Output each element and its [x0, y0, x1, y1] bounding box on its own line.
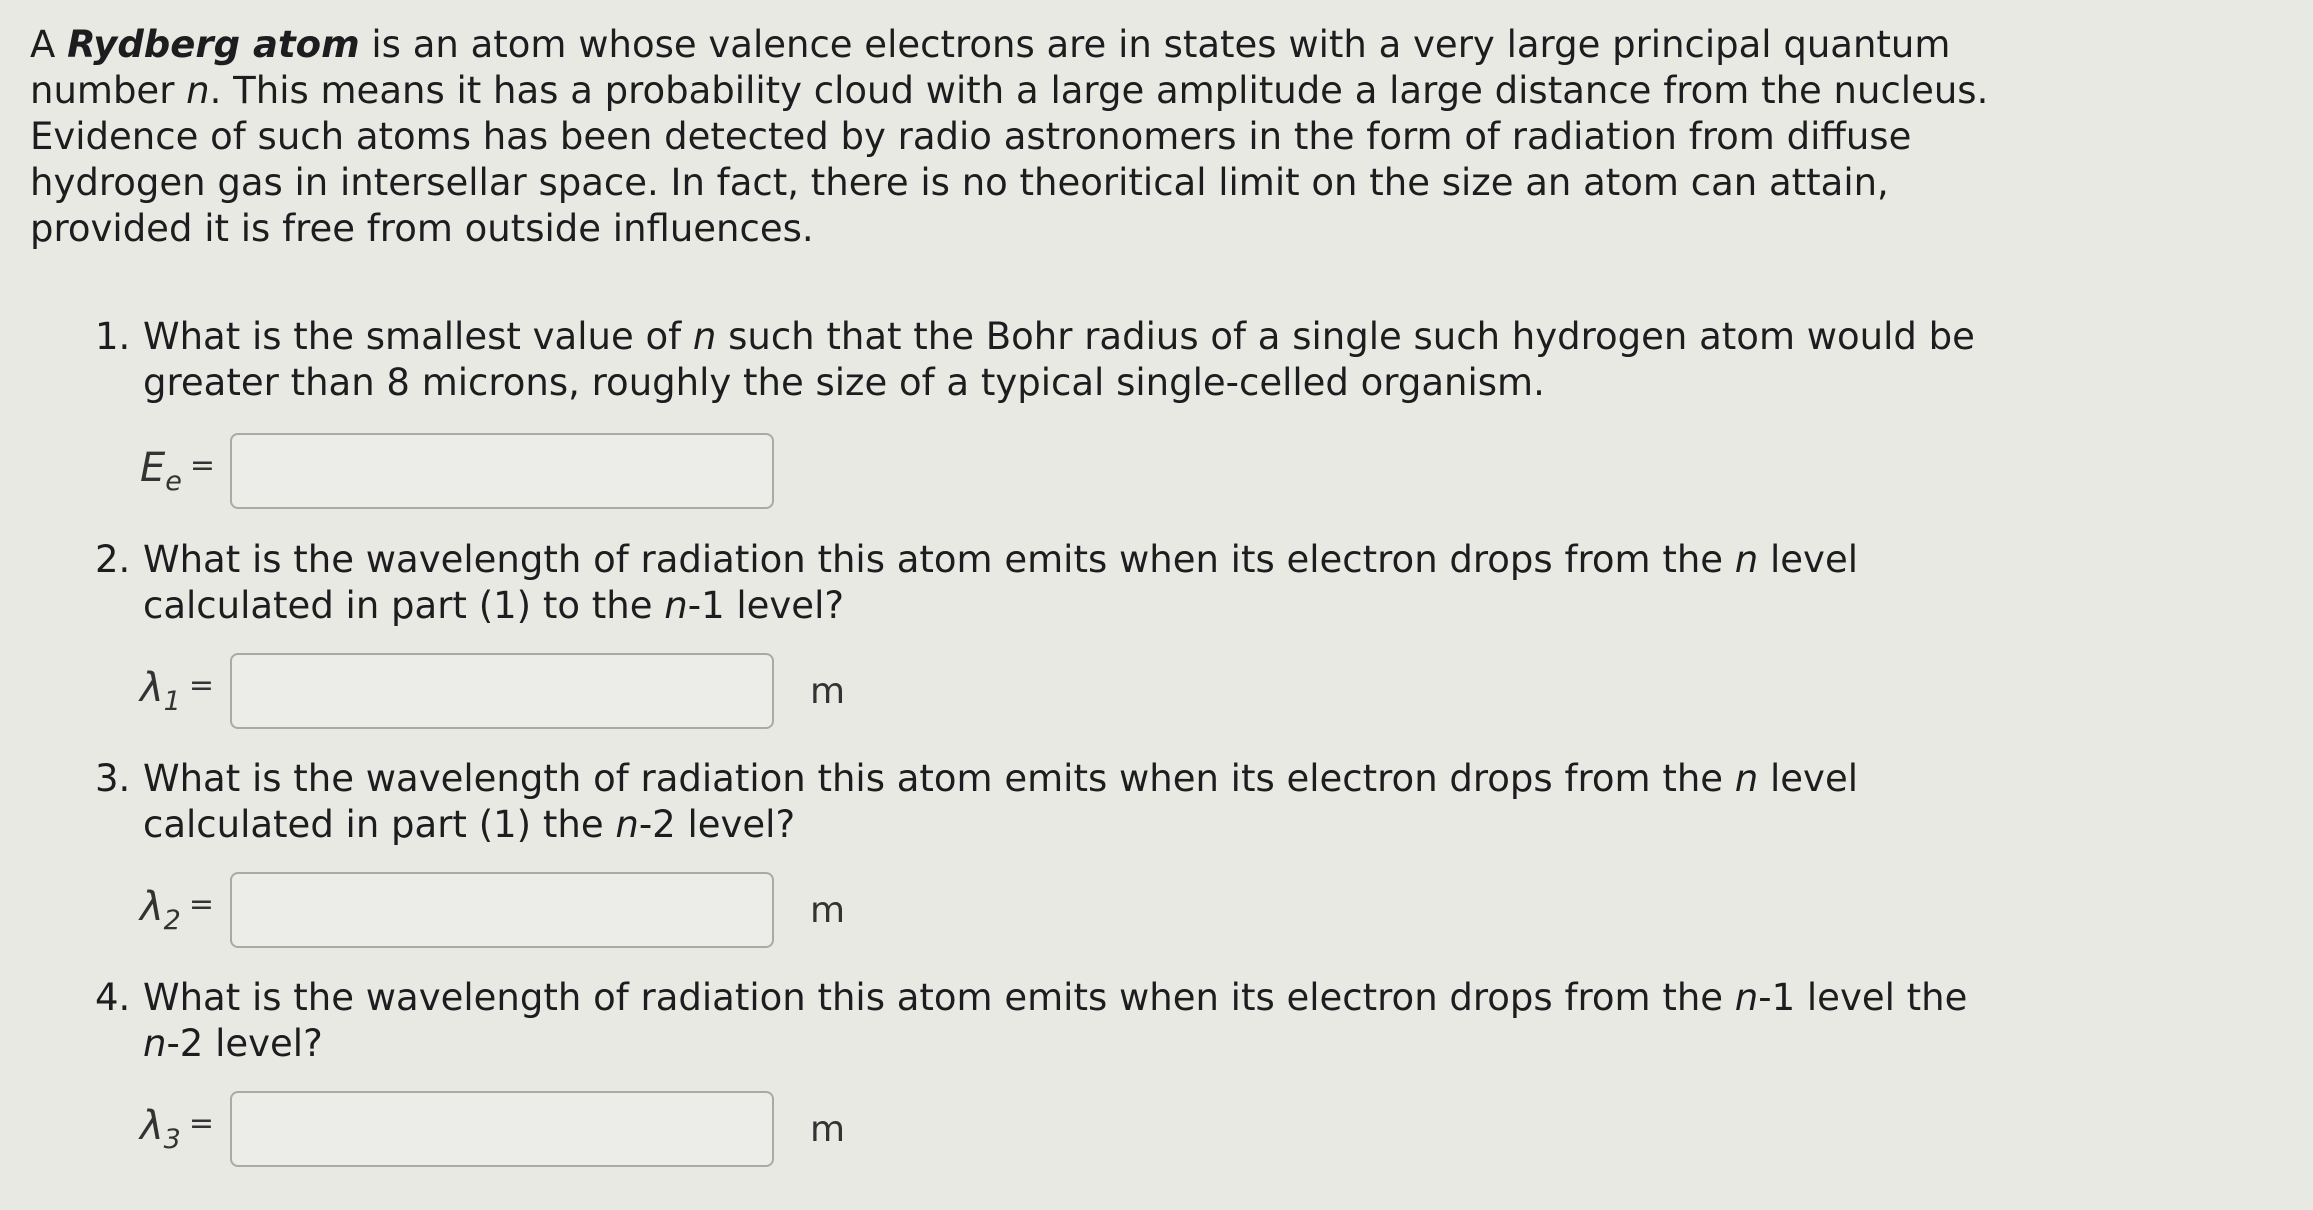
label-subscript: e	[165, 466, 182, 497]
question-text-a: What is the wavelength of radiation this atom emits when its electron drops from the	[143, 976, 1735, 1019]
unit-label: m	[810, 1108, 846, 1150]
question-2	[95, 537, 2005, 629]
label-symbol: λ	[140, 884, 164, 930]
answer-row-4	[140, 1088, 845, 1170]
label-symbol: λ	[140, 665, 164, 711]
question-text-b: -1 level the	[1758, 976, 1968, 1019]
question-text-b: such that the Bohr radius of a single such hydrogen atom would be greater than 8 microns, roughly the size of a typical single-celled organism.	[143, 315, 1975, 404]
intro-var-n: n	[186, 69, 210, 112]
label-subscript: 2	[163, 905, 181, 936]
question-var-n2: n	[615, 803, 639, 846]
question-text	[95, 314, 2005, 406]
intro-part1: is an atom whose valence electrons are in states with a very large principal quantum number	[30, 23, 1951, 112]
question-var-n2: n	[664, 584, 688, 627]
question-var-n: n	[692, 315, 717, 358]
question-4	[95, 975, 2005, 1067]
answer-input-ee[interactable]	[230, 433, 774, 509]
question-var-n: n	[1734, 757, 1759, 800]
question-text-a: What is the wavelength of radiation this atom emits when its electron drops from the	[143, 538, 1735, 581]
answer-input-lambda1[interactable]	[230, 653, 774, 729]
answer-row-2	[140, 650, 845, 732]
question-var-n2: n	[143, 1022, 167, 1065]
label-symbol: E	[140, 445, 166, 491]
answer-input-lambda2[interactable]	[230, 872, 774, 948]
question-text-b: level calculated in part (1) the	[143, 757, 1858, 846]
answer-input-lambda3[interactable]	[230, 1091, 774, 1167]
answer-label	[140, 884, 230, 936]
question-text-a: What is the smallest value of	[143, 315, 693, 358]
question-number: 4.	[95, 976, 131, 1019]
answer-label	[140, 445, 230, 497]
answer-row-1	[140, 430, 774, 512]
equals-sign: =	[188, 1106, 214, 1141]
intro-prefix: A	[30, 23, 68, 66]
answer-row-3	[140, 869, 845, 951]
question-text	[95, 537, 2005, 629]
label-subscript: 1	[163, 686, 181, 717]
question-text	[95, 975, 2005, 1067]
question-var-n: n	[1734, 538, 1759, 581]
question-text-c: -1 level?	[687, 584, 844, 627]
answer-label	[140, 665, 230, 717]
question-text-b: level calculated in part (1) to the	[143, 538, 1858, 627]
question-number: 3.	[95, 757, 131, 800]
question-1	[95, 314, 2005, 406]
rydberg-term: Rydberg atom	[67, 23, 360, 66]
unit-label: m	[810, 670, 846, 712]
question-text-a: What is the wavelength of radiation this atom emits when its electron drops from the	[143, 757, 1735, 800]
intro-part2: . This means it has a probability cloud with a large amplitude a large distance from the nucleus. Evidence of such atoms has been detected by radio astronomers in the form of radiation from diffuse hydrogen gas in intersellar space. In fact, there is no theoritical limit on the size an atom can attain, provided it is free from outside influences.	[30, 69, 1989, 250]
question-number: 2.	[95, 538, 131, 581]
question-text	[95, 756, 2005, 848]
unit-label: m	[810, 889, 846, 931]
question-text-c: -2 level?	[166, 1022, 323, 1065]
label-symbol: λ	[140, 1103, 164, 1149]
equals-sign: =	[189, 448, 216, 483]
question-3	[95, 756, 2005, 848]
equals-sign: =	[188, 887, 214, 922]
answer-label	[140, 1103, 230, 1155]
question-var-n: n	[1734, 976, 1759, 1019]
question-text-c: -2 level?	[638, 803, 796, 846]
intro-paragraph	[30, 22, 1990, 252]
label-subscript: 3	[163, 1124, 181, 1155]
equals-sign: =	[188, 668, 214, 703]
question-number: 1.	[95, 315, 131, 358]
